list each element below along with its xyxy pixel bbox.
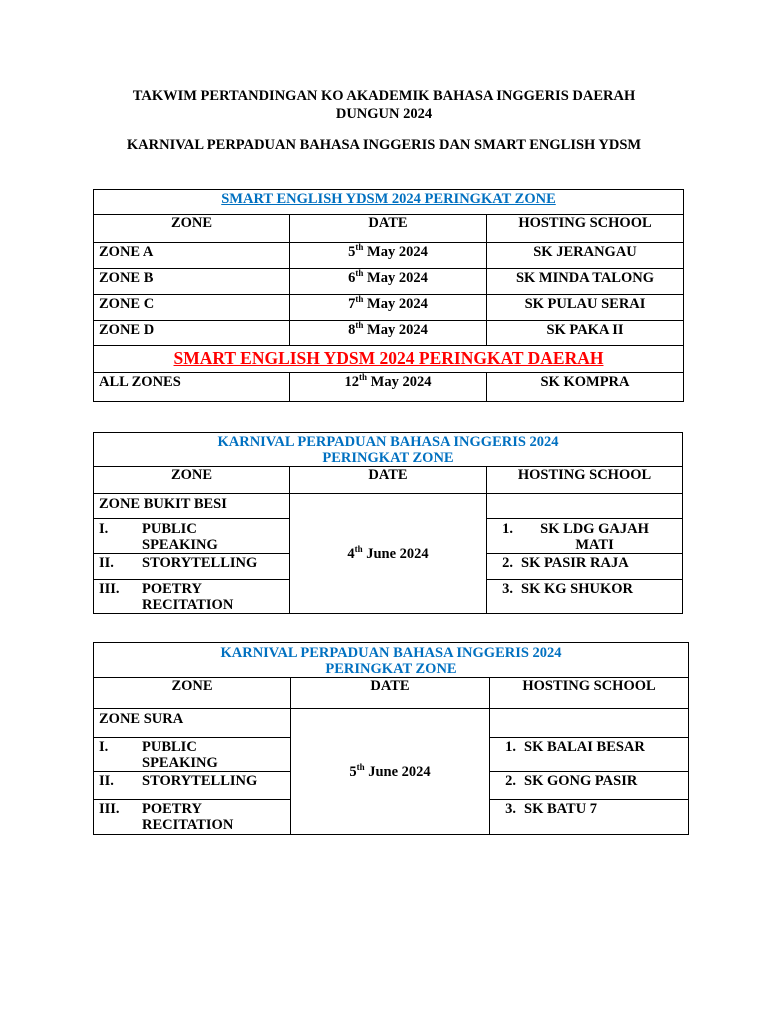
title-line-2: DUNGUN 2024 [335,106,433,122]
date-cell: 5th June 2024 [291,709,490,835]
school-cell: SK MINDA TALONG [487,269,684,295]
table-header-row [94,678,689,709]
col-header-zone: ZONE [94,215,290,243]
event-cell: III. POETRY RECITATION [94,580,290,614]
school-cell: SK PAKA II [487,321,684,346]
school-cell: 3. SK BATU 7 [490,800,689,835]
table-title: SMART ENGLISH YDSM 2024 PERINGKAT ZONE [94,190,684,215]
school-cell: 1. SK LDG GAJAH MATI [487,519,683,554]
table-row [94,295,684,321]
event-cell: II. STORYTELLING [94,772,291,800]
karnival-sura-table [93,642,689,835]
col-header-date: DATE [290,467,487,494]
zone-cell: ALL ZONES [94,373,290,402]
date-cell: 8th May 2024 [290,321,487,346]
col-header-zone: ZONE [94,467,290,494]
school-cell: 3. SK KG SHUKOR [487,580,683,614]
empty-cell [487,494,683,519]
karnival-bukit-besi-table [93,432,683,614]
date-cell: 6th May 2024 [290,269,487,295]
event-cell: I. PUBLIC SPEAKING [94,738,291,772]
zone-name: ZONE BUKIT BESI [94,494,290,519]
event-cell: III. POETRY RECITATION [94,800,291,835]
col-header-date: DATE [291,678,490,709]
table-row [94,373,684,402]
title-line-1: TAKWIM PERTANDINGAN KO AKADEMIK BAHASA INGGERIS DAERAH [132,88,636,104]
col-header-hosting-school: HOSTING SCHOOL [487,467,683,494]
zone-cell: ZONE C [94,295,290,321]
smart-english-zone-table [93,189,684,402]
col-header-hosting-school: HOSTING SCHOOL [490,678,689,709]
table-title: KARNIVAL PERPADUAN BAHASA INGGERIS 2024 PERINGKAT ZONE [94,643,689,678]
school-cell: SK PULAU SERAI [487,295,684,321]
date-cell: 5th May 2024 [290,243,487,269]
event-cell: II. STORYTELLING [94,554,290,580]
zone-cell: ZONE D [94,321,290,346]
col-header-date: DATE [290,215,487,243]
school-cell: 1. SK BALAI BESAR [490,738,689,772]
date-cell: 4th June 2024 [290,494,487,614]
table-header-row [94,215,684,243]
district-level-title: SMART ENGLISH YDSM 2024 PERINGKAT DAERAH [94,346,684,373]
school-cell: SK JERANGAU [487,243,684,269]
school-cell: SK KOMPRA [487,373,684,402]
school-cell: 2. SK PASIR RAJA [487,554,683,580]
col-header-zone: ZONE [94,678,291,709]
date-cell: 7th May 2024 [290,295,487,321]
zone-cell: ZONE B [94,269,290,295]
table-title: KARNIVAL PERPADUAN BAHASA INGGERIS 2024 PERINGKAT ZONE [94,433,683,467]
zone-name: ZONE SURA [94,709,291,738]
document-subtitle: KARNIVAL PERPADUAN BAHASA INGGERIS DAN SMART ENGLISH YDSM [126,137,642,153]
event-cell: I. PUBLIC SPEAKING [94,519,290,554]
document-title [0,87,768,123]
col-header-hosting-school: HOSTING SCHOOL [487,215,684,243]
table-row [94,269,684,295]
date-cell: 12th May 2024 [290,373,487,402]
empty-cell [490,709,689,738]
zone-cell: ZONE A [94,243,290,269]
table-row [94,243,684,269]
table-header-row [94,467,683,494]
table-row [94,321,684,346]
school-cell: 2. SK GONG PASIR [490,772,689,800]
